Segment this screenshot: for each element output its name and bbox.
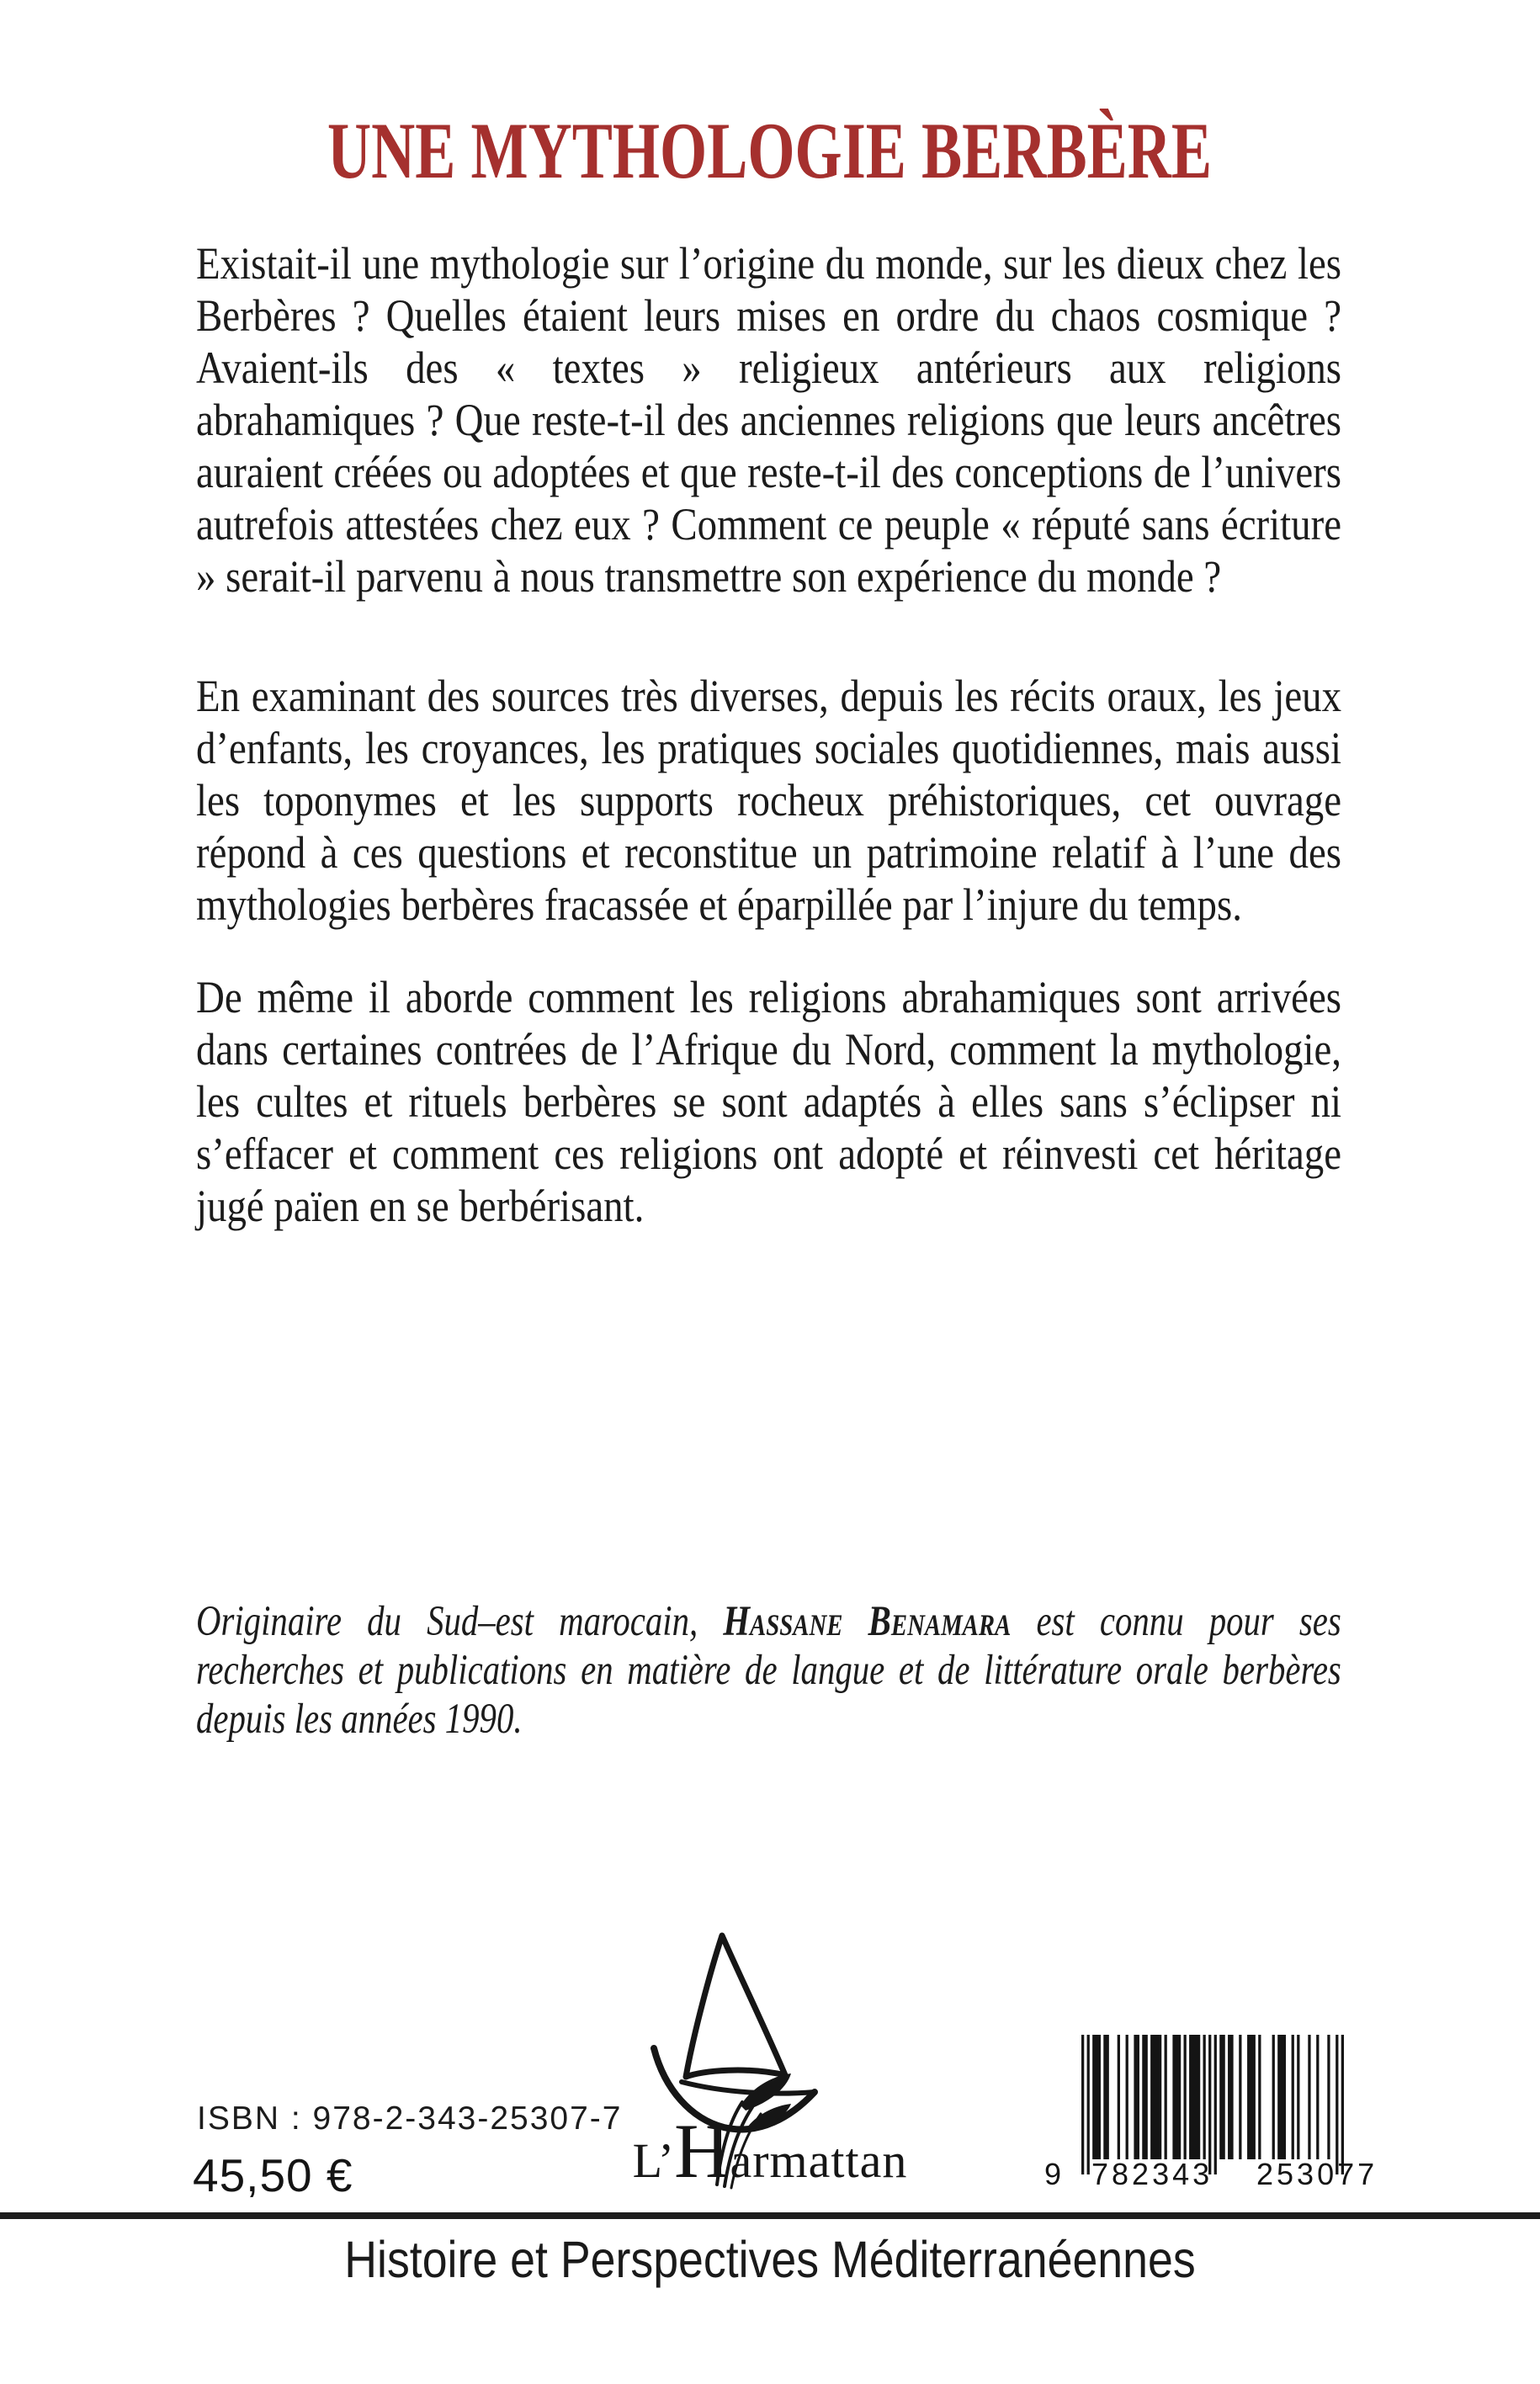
author-bio-text — [196, 1597, 1341, 1744]
page-title — [0, 106, 1540, 195]
barcode-digit-group1: 782343 — [1091, 2157, 1213, 2191]
divider-rule — [0, 2212, 1540, 2219]
author-bio-suffix: est connu pour ses recherches et publications en matière de langue et de littérature orale berbères depuis les années 1990. — [196, 1598, 1341, 1743]
synopsis — [196, 237, 1341, 1232]
sail-path — [686, 1935, 785, 2077]
author-bio — [196, 1597, 1341, 1744]
barcode-digit-group2: 253077 — [1256, 2157, 1378, 2191]
price-text: 45,50 € — [193, 2149, 353, 2201]
publisher-name — [623, 2108, 917, 2194]
synopsis-paragraph-1: Existait-il une mythologie sur l’origine du monde, sur les dieux chez les Berbères ? Quelles étaient leurs mises en ordre du chaos cosmique ? Avaient-ils des « textes » religieux antérieurs aux religions abrahamiques ? Que reste-t-il des anciennes religions que leurs ancêtres auraient créées ou adoptées et que reste-t-il des conceptions de l’univers autrefois attestées chez eux ? Comment ce peuple « réputé sans écriture » serait-il parvenu à nous transmettre son expérience du monde ? — [196, 238, 1342, 602]
barcode — [1044, 2035, 1378, 2195]
hull-gunwale-path — [682, 2082, 815, 2094]
synopsis-paragraph-2: En examinant des sources très diverses, depuis les récits oraux, les jeux d’enfants, les croyances, les pratiques sociales quotidiennes, mais aussi les toponymes et les supports rocheux préhistoriques, cet ouvrage répond à ces questions et reconstitue un patrimoine relatif à l’une des mythologies berbères fracassée et éparpillée par l’injure du temps. — [196, 671, 1342, 930]
publisher-name-prefix: L’ — [632, 2133, 675, 2188]
author-bio-prefix: Originaire du Sud–est marocain, — [196, 1598, 724, 1645]
barcode-digits — [1044, 2158, 1381, 2191]
author-name: Hassane Benamara — [723, 1598, 1012, 1645]
publisher-logo — [623, 1925, 917, 2193]
isbn-text: ISBN : 978-2-343-25307-7 — [197, 2100, 623, 2137]
book-title: UNE MYTHOLOGIE BERBÈRE — [327, 106, 1213, 195]
barcode-digit-left: 9 — [1044, 2157, 1065, 2191]
synopsis-paragraph-3: De même il aborde comment les religions abrahamiques sont arrivées dans certaines contrées de l’Afrique du Nord, comment la mythologie, les cultes et rituels berbères se sont adaptés à elles sans s’éclipser ni s’effacer et comment ces religions ont adopté et réinvesti cet héritage jugé païen en se berbérisant. — [196, 972, 1342, 1231]
publisher-name-rest: armattan — [730, 2133, 908, 2188]
collection-name: Histoire et Perspectives Méditerranéennes — [344, 2231, 1196, 2288]
publisher-name-initial: H — [674, 2108, 730, 2194]
